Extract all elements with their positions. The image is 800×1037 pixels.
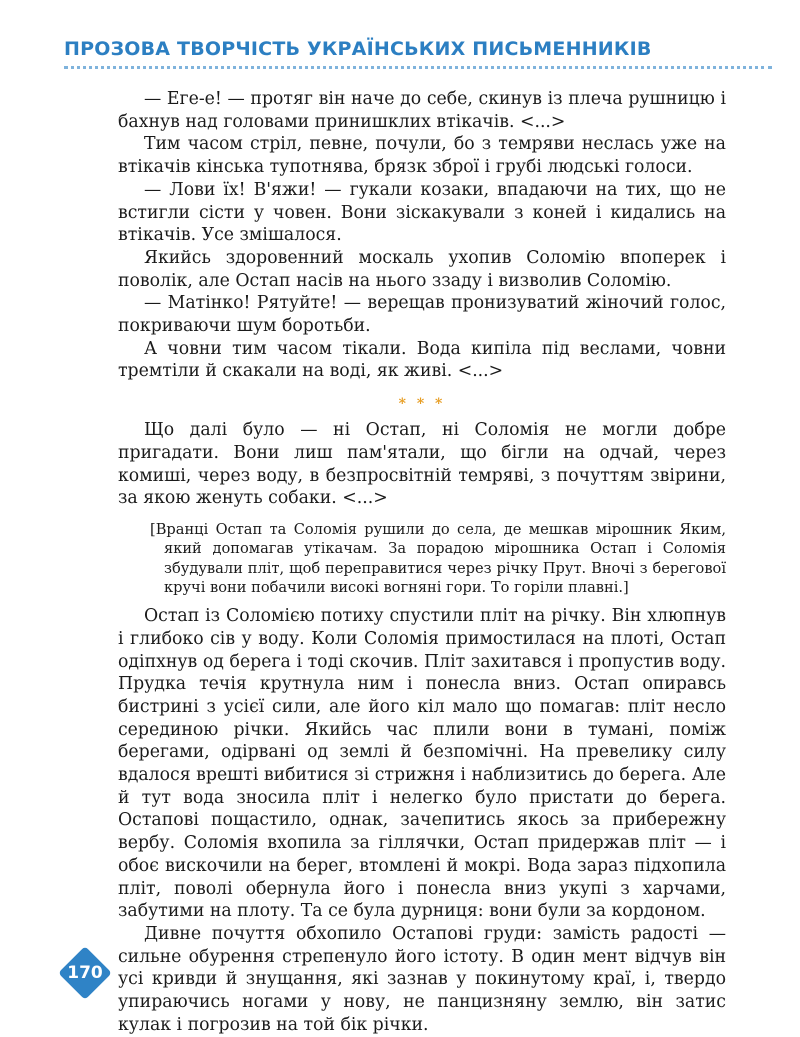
paragraph: Якийсь здоровенний москаль ухопив Соломію впоперек і поволік, але Остап насів на нього ззаду і визволив Соломію. bbox=[118, 247, 726, 291]
paragraph: Остап із Соломією потиху спустили пліт на річку. Він хлюпнув і глибоко сів у воду. Коли Соломія примостилася на плоті, Остап одіпхнув од берега і тоді скочив. Пліт захитався і пропустив воду. Прудка течія крутнула ним і понесла вниз. Остап опиравсь бистрині з усієї сили, але його кіл мало що помагав: пліт несло серединою річки. Якийсь час плили вони в тумані, поміж берегами, одірвані од землі й безпомічні. На превелику силу вдалося врешті вибитися зі стрижня і наблизитись до берега. Але й тут вода зносила пліт і нелегко було пристати до берега. Остапові пощастило, однак, зачепитись якось за прибережну вербу. Соломія вхопила за гіллячки, Остап придержав пліт — і обоє вискочили на берег, втомлені й мокрі. Вода зараз підхопила пліт, поволі обернула його і понесла вниз укупі з харчами, забутими на плоту. Та се була дурниця: вони були за кордоном. bbox=[118, 606, 726, 922]
page-number: 170 bbox=[67, 963, 103, 983]
header-dotted-rule bbox=[64, 66, 772, 69]
paragraph: Що далі було — ні Остап, ні Соломія не могли добре пригадати. Вони лиш пам'ятали, що бігли на одчай, через комиші, через воду, в безпросвітній темряві, з почуттям звірини, за якою женуть собаки. <...> bbox=[118, 420, 726, 509]
summary-note: [Вранці Остап та Соломія рушили до села, де мешкав мірошник Яким, який допомагав утікачам. За порадою мірошника Остап і Соломія збудували пліт, щоб переправитися через річку Прут. Вночі з берегової кручі вони побачили високі вогняні гори. То горіли плавні.] bbox=[150, 520, 726, 596]
paragraph: — Лови їх! В'яжи! — гукали козаки, впадаючи на тих, що не встигли сісти у човен. Вони зіскакували з коней і кидались на втікачів. Усе змішалося. bbox=[118, 179, 726, 246]
paragraph: Тим часом стріл, певне, почули, бо з темряви неслась уже на втікачів кінська тупотнява, брязк зброї і грубі людські голоси. bbox=[118, 134, 726, 178]
text-body bbox=[118, 88, 726, 1037]
paragraph: — Еге-е! — протяг він наче до себе, скинув із плеча рушницю і бахнув над головами принишклих втікачів. <...> bbox=[118, 89, 726, 132]
paragraph: Дивне почуття обхопило Остапові груди: замість радості — сильне обурення стрепенуло його істоту. В один мент відчув він усі кривди й знущання, які зазнав у покинутому краї, і, твердо упираючись ногами у нову, не панцизняну землю, він затис кулак і погрозив на той бік річки. bbox=[118, 923, 726, 1035]
page-number-badge bbox=[58, 946, 112, 1000]
chapter-title: ПРОЗОВА ТВОРЧІСТЬ УКРАЇНСЬКИХ ПИСЬМЕННИКІВ bbox=[64, 38, 652, 60]
paragraph: А човни тим часом тікали. Вода кипіла під веслами, човни тремтіли й скакали на воді, як живі. <...> bbox=[118, 338, 726, 382]
page-header bbox=[64, 36, 774, 69]
paragraph: — Матінко! Рятуйте! — верещав пронизуватий жіночий голос, покриваючи шум боротьби. bbox=[118, 293, 726, 337]
section-separator: * * * bbox=[398, 396, 446, 413]
